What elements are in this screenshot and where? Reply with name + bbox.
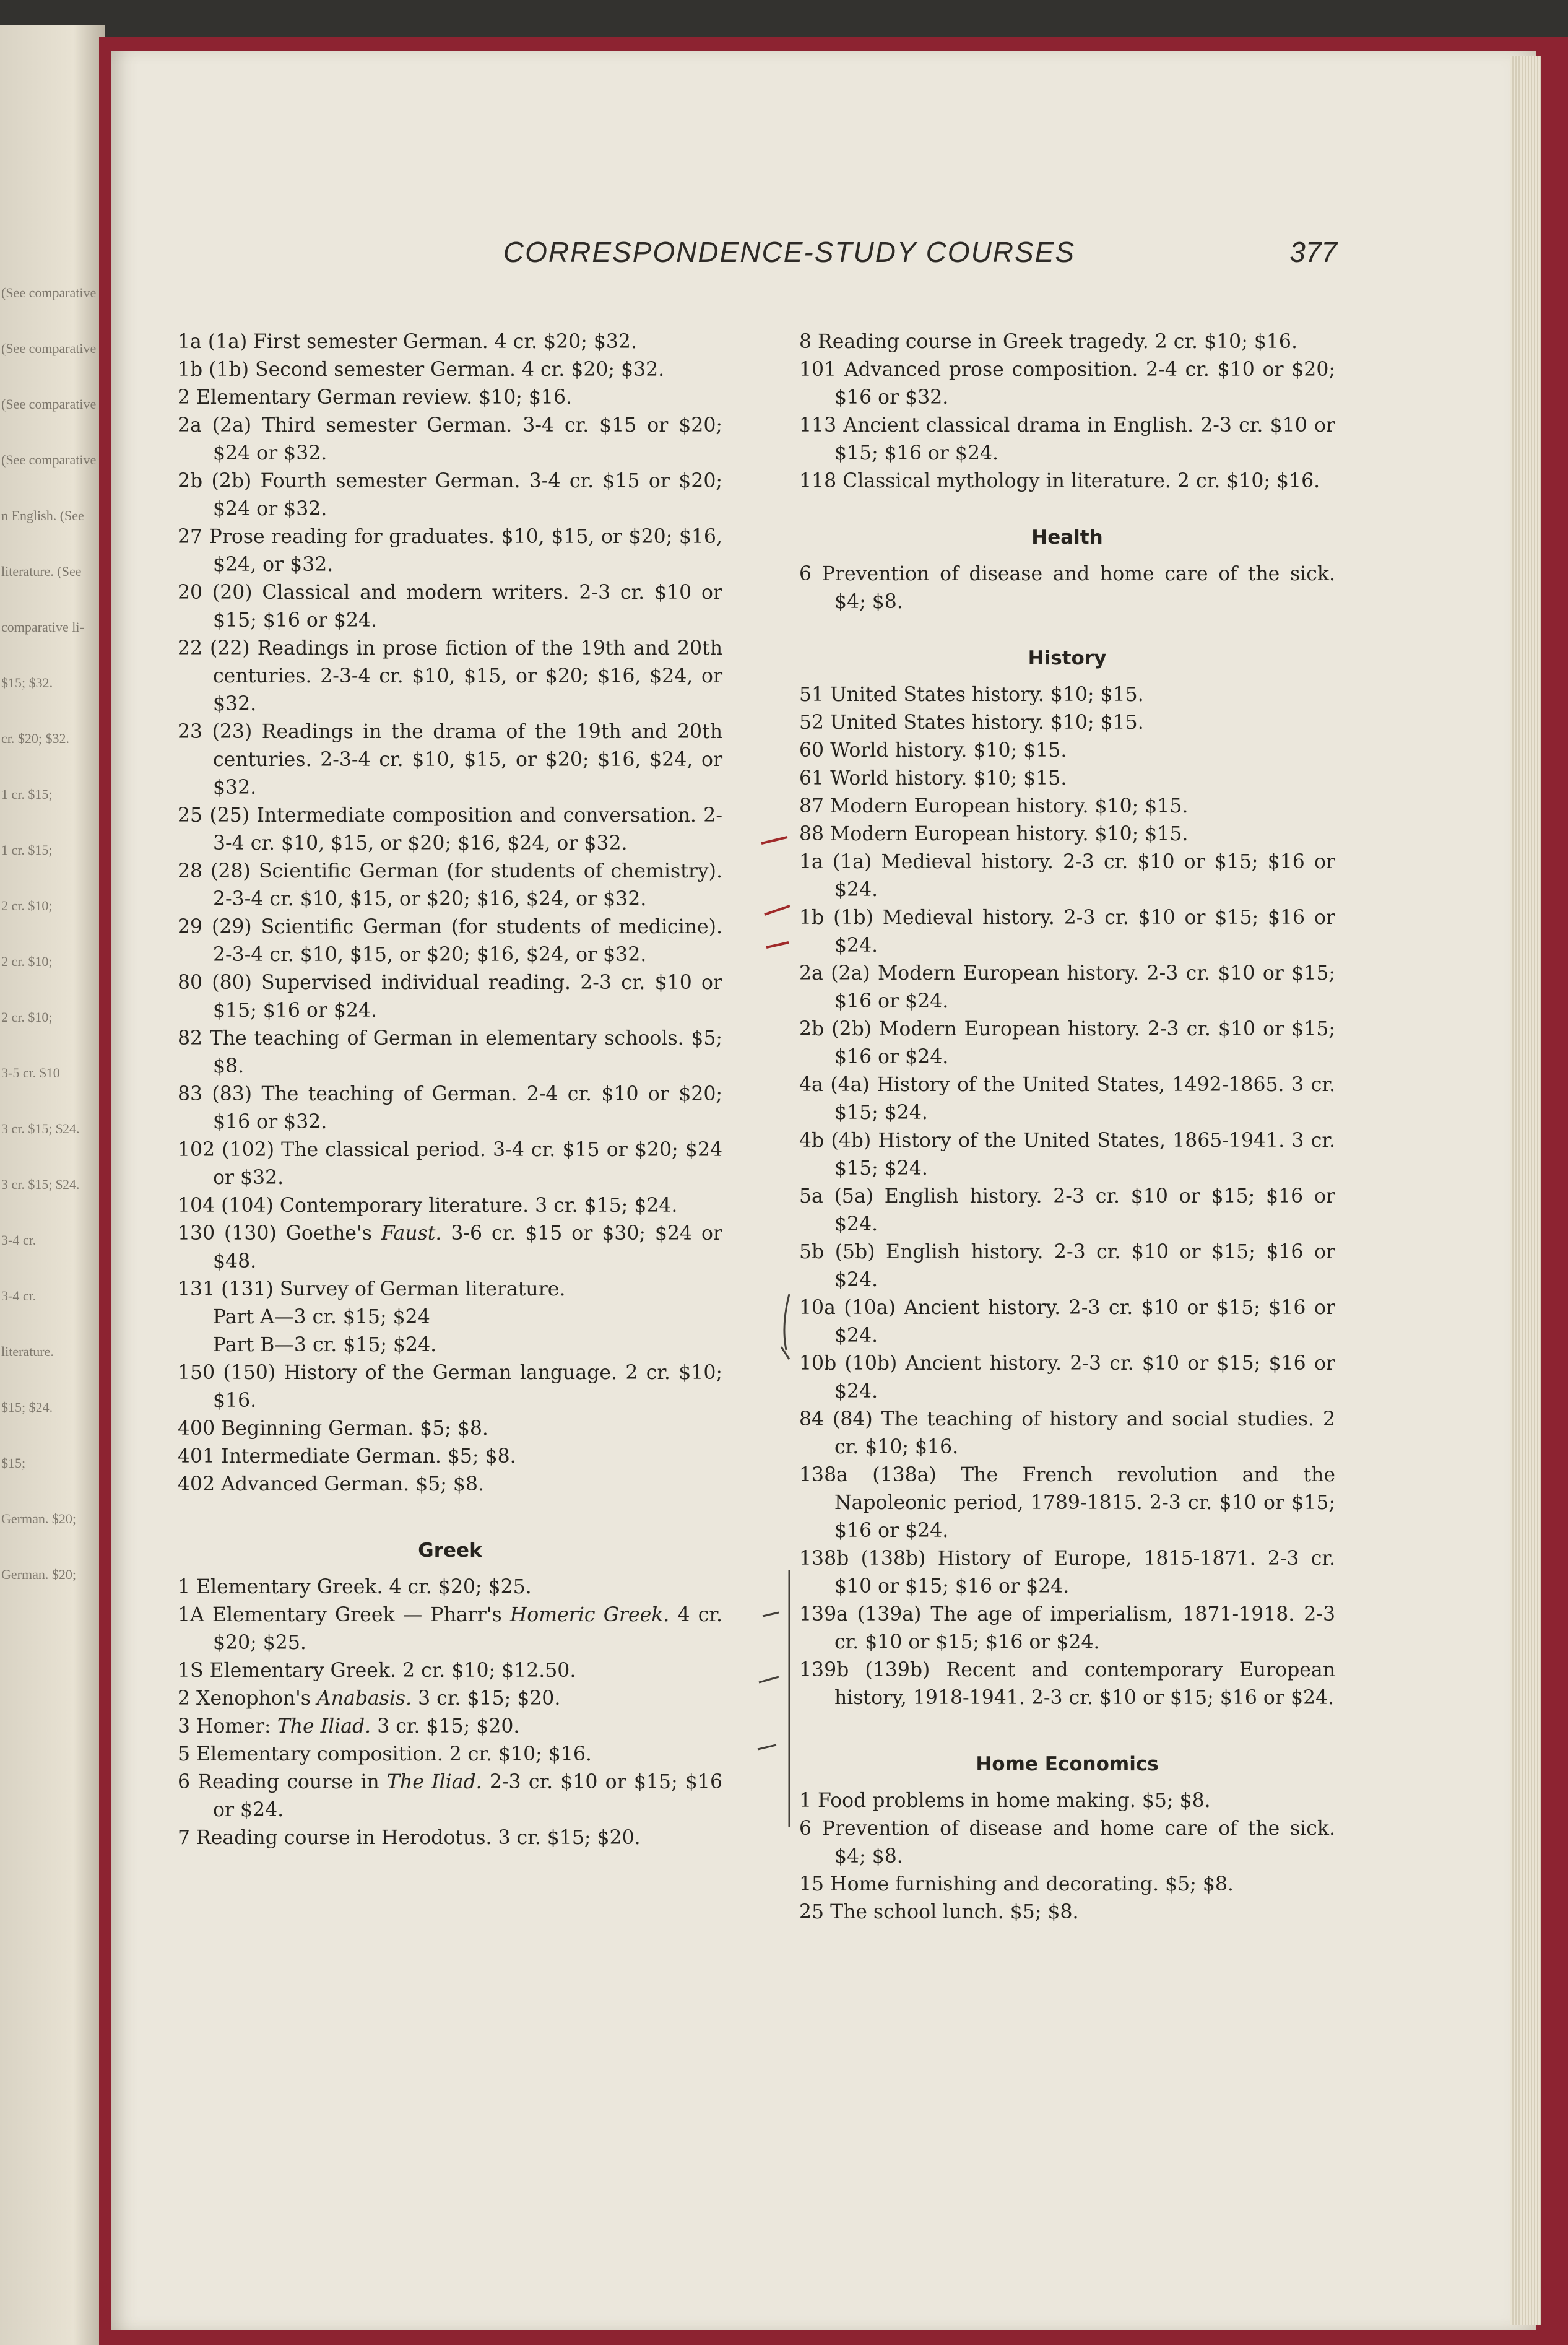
facing-page-text-fragment: literature. (See <box>1 563 82 579</box>
course-entry: 87 Modern European history. $10; $15. <box>799 795 1189 817</box>
course-entry: 5 Elementary composition. 2 cr. $10; $16. <box>178 1743 592 1765</box>
course-entry: 61 World history. $10; $15. <box>799 767 1067 790</box>
course-entry: 1 Elementary Greek. 4 cr. $20; $25. <box>178 1576 532 1598</box>
course-entry: 5a (5a) English history. 2-3 cr. $10 or $15; $16 or $24. <box>799 1185 1335 1235</box>
facing-page-text-fragment: $15; <box>1 1455 26 1471</box>
course-entry: 6 Reading course in The Iliad. 2-3 cr. $10 or $15; $16 or $24. <box>178 1771 722 1821</box>
course-entry: 4b (4b) History of the United States, 1865-1941. 3 cr. $15; $24. <box>799 1129 1335 1180</box>
course-entry: 131 (131) Survey of German literature. <box>178 1278 566 1300</box>
facing-page-text-fragment: literature. <box>1 1344 54 1359</box>
course-entry: 118 Classical mythology in literature. 2 cr. $10; $16. <box>799 470 1320 492</box>
facing-page-text-fragment: n English. (See <box>1 508 84 523</box>
facing-page-text-fragment: 1 cr. $15; <box>1 842 53 858</box>
facing-page-text-fragment: German. $20; <box>1 1511 76 1526</box>
course-entry: 22 (22) Readings in prose fiction of the 19th and 20th centuries. 2-3-4 cr. $10, $15, or $20; $16, $24, or $32. <box>178 637 722 715</box>
course-entry: 401 Intermediate German. $5; $8. <box>178 1445 516 1468</box>
course-entry: 7 Reading course in Herodotus. 3 cr. $15; $20. <box>178 1827 641 1849</box>
greek-course-list <box>799 328 1335 495</box>
course-entry: 20 (20) Classical and modern writers. 2-3 cr. $10 or $15; $16 or $24. <box>178 581 722 632</box>
history-course-list <box>799 681 1335 1712</box>
course-entry: 5b (5b) English history. 2-3 cr. $10 or $15; $16 or $24. <box>799 1241 1335 1291</box>
facing-page-text-fragment: 3 cr. $15; $24. <box>1 1177 80 1192</box>
course-entry: 1S Elementary Greek. 2 cr. $10; $12.50. <box>178 1660 576 1682</box>
course-entry: 23 (23) Readings in the drama of the 19th and 20th centuries. 2-3-4 cr. $10, $15, or $20; $16, $24, or $32. <box>178 721 722 799</box>
facing-page-text-fragment: 3-4 cr. <box>1 1288 37 1303</box>
course-entry: 6 Prevention of disease and home care of the sick. $4; $8. <box>799 1817 1335 1868</box>
facing-page-text-fragment: (See comparative <box>1 452 97 468</box>
course-entry: 51 United States history. $10; $15. <box>799 684 1144 706</box>
facing-page-text-fragment: (See comparative <box>1 341 97 356</box>
course-entry: 2b (2b) Fourth semester German. 3-4 cr. $15 or $20; $24 or $32. <box>178 470 722 520</box>
course-entry: 25 The school lunch. $5; $8. <box>799 1901 1079 1923</box>
page-number: 377 <box>1289 236 1337 268</box>
course-entry: 139b (139b) Recent and contemporary European history, 1918-1941. 2-3 cr. $10 or $15; $16 or $24. <box>799 1659 1335 1709</box>
facing-page-text-fragment: $15; $32. <box>1 675 53 690</box>
course-entry: 2 Elementary German review. $10; $16. <box>178 386 573 409</box>
course-entry: 88 Modern European history. $10; $15. <box>799 823 1189 845</box>
course-entry: 2a (2a) Third semester German. 3-4 cr. $15 or $20; $24 or $32. <box>178 414 722 464</box>
course-entry: 104 (104) Contemporary literature. 3 cr. $15; $24. <box>178 1194 678 1217</box>
course-entry: 150 (150) History of the German language. 2 cr. $10; $16. <box>178 1362 722 1412</box>
course-entry: 2a (2a) Modern European history. 2-3 cr. $10 or $15; $16 or $24. <box>799 962 1335 1012</box>
facing-page-text-fragment: 2 cr. $10; <box>1 1009 53 1025</box>
course-entry: 60 World history. $10; $15. <box>799 739 1067 762</box>
course-entry: 130 (130) Goethe's Faust. 3-6 cr. $15 or $30; $24 or $48. <box>178 1222 722 1273</box>
course-entry: 113 Ancient classical drama in English. 2-3 cr. $10 or $15; $16 or $24. <box>799 414 1335 464</box>
facing-page-text-fragment: 3-5 cr. $10 <box>1 1065 60 1081</box>
course-entry: 2b (2b) Modern European history. 2-3 cr. $10 or $15; $16 or $24. <box>799 1018 1335 1068</box>
course-entry: 139a (139a) The age of imperialism, 1871-1918. 2-3 cr. $10 or $15; $16 or $24. <box>799 1603 1335 1653</box>
course-entry: 400 Beginning German. $5; $8. <box>178 1417 488 1440</box>
course-entry: 101 Advanced prose composition. 2-4 cr. $10 or $20; $16 or $32. <box>799 359 1335 409</box>
facing-page-text-fragment: (See comparative <box>1 285 97 300</box>
facing-page-text-fragment: 2 cr. $10; <box>1 898 53 913</box>
health-course-list <box>799 560 1335 616</box>
facing-page-text-fragment: 3 cr. $15; $24. <box>1 1121 80 1136</box>
facing-page-strip <box>0 25 105 2345</box>
course-entry: 80 (80) Supervised individual reading. 2-3 cr. $10 or $15; $16 or $24. <box>178 972 722 1022</box>
course-entry: 2 Xenophon's Anabasis. 3 cr. $15; $20. <box>178 1687 561 1710</box>
course-entry: 102 (102) The classical period. 3-4 cr. $15 or $20; $24 or $32. <box>178 1139 722 1189</box>
right-column <box>799 328 1335 1926</box>
facing-page-text-fragment: comparative li- <box>1 619 84 635</box>
section-heading-history: History <box>1028 647 1107 669</box>
course-entry: 6 Prevention of disease and home care of the sick. $4; $8. <box>799 563 1335 613</box>
course-entry: 84 (84) The teaching of history and social studies. 2 cr. $10; $16. <box>799 1408 1335 1458</box>
page-edges <box>1510 56 1541 2325</box>
facing-page-text-fragment: German. $20; <box>1 1567 76 1582</box>
course-entry: 4a (4a) History of the United States, 1492-1865. 3 cr. $15; $24. <box>799 1074 1335 1124</box>
course-entry: 402 Advanced German. $5; $8. <box>178 1473 485 1495</box>
german-course-list <box>178 328 722 1220</box>
facing-page-text-fragment: (See comparative <box>1 396 97 412</box>
facing-page-text-fragment: 3-4 cr. <box>1 1232 37 1248</box>
german-course-list <box>178 1359 722 1499</box>
course-entry: 27 Prose reading for graduates. $10, $15, or $20; $16, $24, or $32. <box>178 526 722 576</box>
course-entry: 1b (1b) Second semester German. 4 cr. $20; $32. <box>178 359 665 381</box>
course-entry: 138a (138a) The French revolution and the Napoleonic period, 1789-1815. 2-3 cr. $10 or $15; $16 or $24. <box>799 1464 1335 1542</box>
course-entry: 10b (10b) Ancient history. 2-3 cr. $10 or $15; $16 or $24. <box>799 1352 1335 1403</box>
course-entry: 15 Home furnishing and decorating. $5; $8. <box>799 1873 1234 1895</box>
course-entry: 28 (28) Scientific German (for students of chemistry). 2-3-4 cr. $10, $15, or $20; $16, $24, or $32. <box>178 860 722 910</box>
course-entry: 8 Reading course in Greek tragedy. 2 cr. $10; $16. <box>799 331 1297 353</box>
course-entry: 10a (10a) Ancient history. 2-3 cr. $10 or $15; $16 or $24. <box>799 1297 1335 1347</box>
course-subentry: Part A—3 cr. $15; $24 <box>213 1306 430 1328</box>
facing-page-text-fragment: 2 cr. $10; <box>1 954 53 969</box>
home-economics-course-list <box>799 1787 1335 1926</box>
section-heading-home-economics: Home Economics <box>976 1753 1159 1775</box>
facing-page-text-fragment: $15; $24. <box>1 1399 53 1415</box>
course-entry: 1 Food problems in home making. $5; $8. <box>799 1790 1211 1812</box>
course-entry: 3 Homer: The Iliad. 3 cr. $15; $20. <box>178 1715 520 1738</box>
course-entry: 25 (25) Intermediate composition and conversation. 2-3-4 cr. $10, $15, or $20; $16, $24, or $32. <box>178 804 722 855</box>
course-entry: 1b (1b) Medieval history. 2-3 cr. $10 or $15; $16 or $24. <box>799 907 1335 957</box>
section-heading-greek: Greek <box>418 1539 482 1562</box>
facing-page-text-fragment: 1 cr. $15; <box>1 786 53 802</box>
left-column <box>178 328 722 1852</box>
course-entry: 1a (1a) Medieval history. 2-3 cr. $10 or $15; $16 or $24. <box>799 851 1335 901</box>
course-entry: 138b (138b) History of Europe, 1815-1871. 2-3 cr. $10 or $15; $16 or $24. <box>799 1547 1335 1598</box>
course-entry: 1a (1a) First semester German. 4 cr. $20; $32. <box>178 331 637 353</box>
section-heading-health: Health <box>1031 526 1103 549</box>
course-entry: 29 (29) Scientific German (for students of medicine). 2-3-4 cr. $10, $15, or $20; $16, $24, or $32. <box>178 916 722 966</box>
running-header-title: CORRESPONDENCE-STUDY COURSES <box>503 236 1076 268</box>
course-subentry: Part B—3 cr. $15; $24. <box>213 1334 437 1356</box>
running-header <box>433 235 1337 279</box>
facing-page-text-fragment: cr. $20; $32. <box>1 731 69 746</box>
course-entry: 82 The teaching of German in elementary schools. $5; $8. <box>178 1027 722 1077</box>
course-entry: 52 United States history. $10; $15. <box>799 711 1144 734</box>
course-entry: 1A Elementary Greek — Pharr's Homeric Greek. 4 cr. $20; $25. <box>178 1604 722 1654</box>
course-entry: 83 (83) The teaching of German. 2-4 cr. $10 or $20; $16 or $32. <box>178 1083 722 1133</box>
